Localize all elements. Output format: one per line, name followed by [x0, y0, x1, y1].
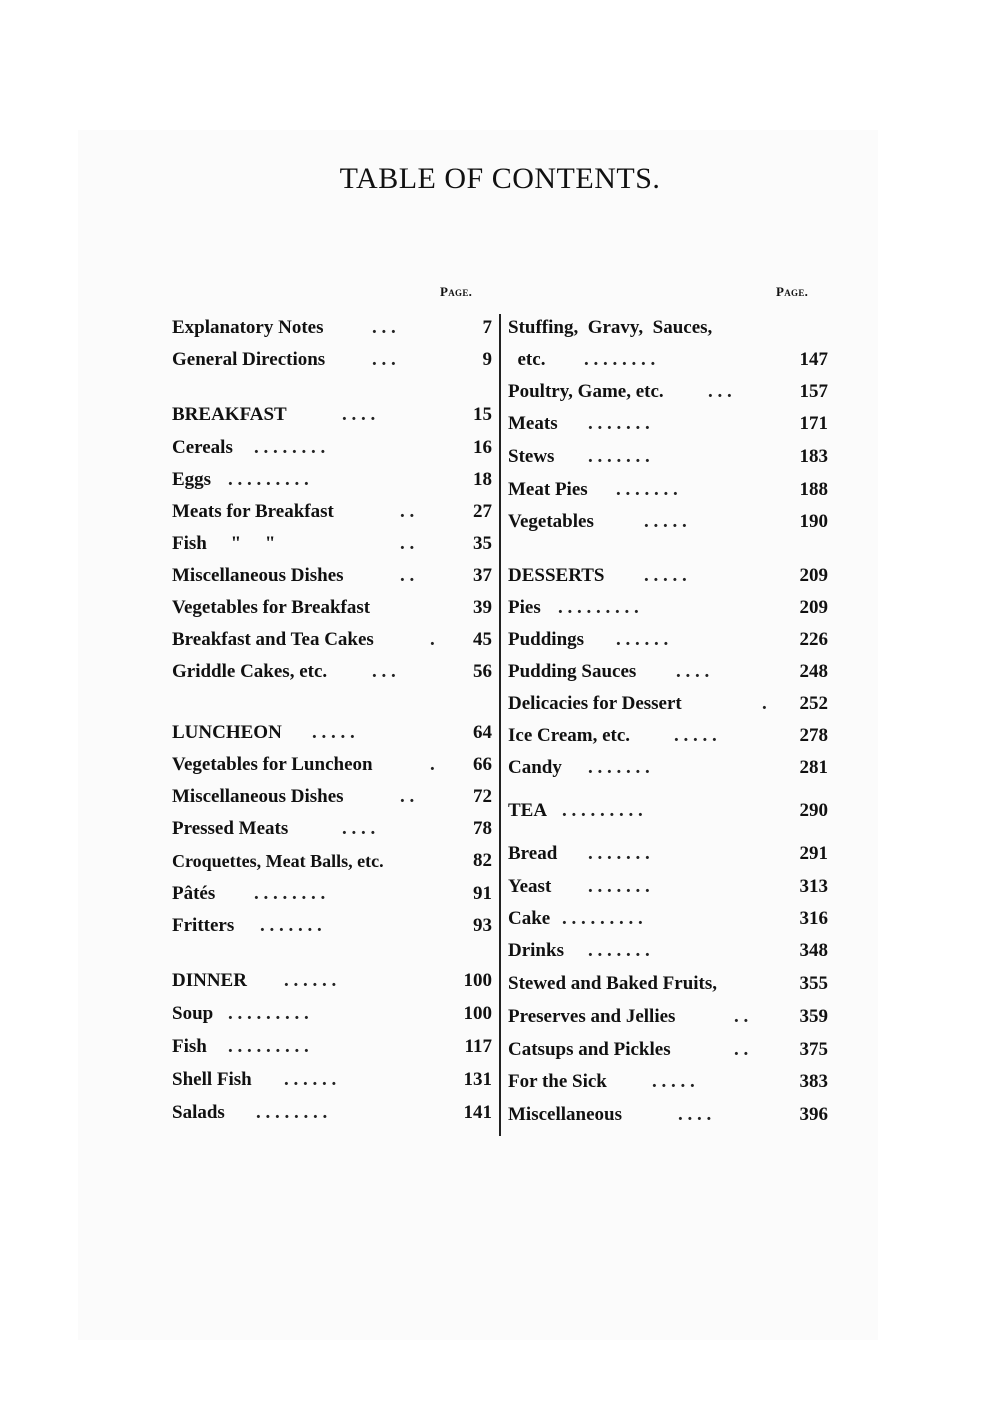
toc-entry-title: Vegetables	[508, 511, 594, 532]
dot-leader: . . . . . . . . .	[558, 597, 639, 618]
toc-entry-page: 45	[473, 629, 492, 650]
toc-entry-title: Miscellaneous Dishes	[172, 565, 344, 586]
toc-entry[interactable]	[508, 937, 828, 965]
dot-leader: . . . . . . . . .	[228, 469, 309, 490]
toc-entry-page: 313	[799, 876, 828, 897]
toc-entry[interactable]	[172, 346, 492, 374]
toc-entry-title: Ice Cream, etc.	[508, 725, 631, 746]
toc-entry-page: 290	[799, 800, 828, 821]
toc-entry-page: 82	[473, 850, 492, 871]
dot-leader: . . . . . . . . .	[562, 908, 643, 929]
toc-entry[interactable]	[508, 840, 828, 868]
toc-section-heading[interactable]	[172, 401, 492, 429]
dot-leader: . .	[400, 565, 415, 586]
toc-entry-title: Cake	[508, 908, 551, 929]
toc-entry-page: 64	[473, 722, 492, 743]
dot-leader: . . . . . . .	[588, 446, 650, 467]
dot-leader: . . . . . . . .	[256, 1102, 328, 1123]
toc-entry[interactable]	[508, 722, 828, 750]
toc-entry-page: 147	[799, 349, 828, 370]
toc-entry-title: Poultry, Game, etc.	[508, 381, 664, 402]
toc-entry-page: 100	[463, 970, 492, 991]
toc-entry[interactable]	[508, 346, 828, 374]
toc-entry[interactable]	[172, 880, 492, 908]
toc-entry[interactable]	[172, 314, 492, 342]
toc-entry-title: Breakfast and Tea Cakes	[172, 629, 374, 650]
toc-section-heading[interactable]	[172, 967, 492, 995]
dot-leader: . . . . . . .	[588, 757, 650, 778]
toc-entry-page: 355	[799, 973, 828, 994]
toc-entry-page: 278	[799, 725, 828, 746]
page-title: TABLE OF CONTENTS.	[339, 162, 661, 195]
toc-entry-page: 72	[473, 786, 492, 807]
toc-entry-page: 117	[464, 1036, 492, 1057]
toc-entry[interactable]	[172, 658, 492, 686]
toc-entry[interactable]	[172, 626, 492, 654]
toc-entry[interactable]	[172, 1099, 492, 1127]
toc-entry-page: 348	[799, 940, 828, 961]
toc-entry[interactable]	[172, 783, 492, 811]
toc-entry-page: 157	[799, 381, 828, 402]
dot-leader: . . . . . . .	[588, 876, 650, 897]
toc-section-heading[interactable]	[508, 562, 828, 590]
dot-leader: . . . . . .	[284, 1069, 337, 1090]
dot-leader: . .	[734, 1006, 749, 1027]
toc-entry-title: Yeast	[508, 876, 552, 897]
toc-entry[interactable]	[508, 754, 828, 782]
dot-leader: . . . . .	[312, 722, 355, 743]
toc-entry-page: 252	[799, 693, 828, 714]
dot-leader: .	[762, 693, 767, 714]
toc-entry-page: 359	[799, 1006, 828, 1027]
toc-entry-title: DESSERTS	[508, 565, 605, 586]
toc-entry[interactable]	[508, 476, 828, 504]
toc-entry-title: Preserves and Jellies	[508, 1006, 676, 1027]
dot-leader: .	[430, 629, 435, 650]
dot-leader: . . . . . . .	[260, 915, 322, 936]
toc-entry-page: 131	[463, 1069, 492, 1090]
toc-entry-title: Pâtés	[172, 883, 216, 904]
toc-entry-page: 183	[799, 446, 828, 467]
toc-entry-title: Croquettes, Meat Balls, etc.	[172, 851, 384, 871]
toc-entry-title: Stews	[508, 446, 555, 467]
toc-entry[interactable]	[172, 530, 492, 558]
toc-entry[interactable]	[508, 594, 828, 622]
dot-leader: . . . .	[342, 404, 376, 425]
toc-entry-page: 16	[473, 437, 492, 458]
dot-leader: . .	[400, 501, 415, 522]
toc-section-heading[interactable]	[508, 797, 828, 825]
toc-entry[interactable]	[172, 1000, 492, 1028]
toc-entry-page: 39	[473, 597, 492, 618]
toc-entry-page: 209	[799, 597, 828, 618]
dot-leader: . . . . . .	[284, 970, 337, 991]
toc-entry[interactable]	[508, 1101, 828, 1129]
dot-leader: . .	[734, 1039, 749, 1060]
toc-entry-page: 91	[473, 883, 492, 904]
toc-entry-page: 188	[799, 479, 828, 500]
dot-leader: . . . . . . . . .	[228, 1003, 309, 1024]
toc-entry-title: Miscellaneous Dishes	[172, 786, 344, 807]
toc-entry-title: Soup	[172, 1003, 214, 1024]
toc-entry-title: Meat Pies	[508, 479, 588, 500]
toc-entry-title: Puddings	[508, 629, 585, 650]
toc-entry[interactable]	[508, 1036, 828, 1064]
toc-entry-title: Bread	[508, 843, 558, 864]
column-divider	[499, 314, 501, 1136]
toc-entry[interactable]	[508, 378, 828, 406]
toc-entry-page: 100	[463, 1003, 492, 1024]
toc-entry-title: Meats for Breakfast	[172, 501, 334, 522]
toc-entry-page: 56	[473, 661, 492, 682]
dot-leader: . . . . .	[674, 725, 717, 746]
page-column-label-right: Page.	[776, 284, 809, 299]
toc-entry-page: 7	[482, 317, 492, 338]
dot-leader: . .	[400, 786, 415, 807]
toc-entry[interactable]	[508, 690, 828, 718]
toc-entry-page: 291	[799, 843, 828, 864]
dot-leader: . . . . . . . .	[254, 883, 326, 904]
toc-entry-title: Griddle Cakes, etc.	[172, 661, 328, 682]
toc-entry-page: 37	[473, 565, 492, 586]
toc-entry-page: 375	[799, 1039, 828, 1060]
dot-leader: . . . . .	[644, 511, 687, 532]
toc-entry[interactable]	[172, 434, 492, 462]
toc-entry[interactable]	[508, 443, 828, 471]
dot-leader: .	[430, 754, 435, 775]
toc-entry-title: Salads	[172, 1102, 225, 1123]
dot-leader: . .	[400, 533, 415, 554]
toc-entry-page: 281	[799, 757, 828, 778]
toc-entry-title: Explanatory Notes	[172, 317, 324, 338]
toc-entry-title: Eggs	[172, 469, 212, 490]
toc-entry-page: 78	[473, 818, 492, 839]
toc-entry-title: Shell Fish	[172, 1069, 252, 1090]
toc-entry-title: Catsups and Pickles	[508, 1039, 671, 1060]
toc-entry-title: Pressed Meats	[172, 818, 289, 839]
toc-entry-title: Fish	[172, 1036, 207, 1057]
toc-entry-title: Cereals	[172, 437, 233, 458]
toc-entry-title: Vegetables for Breakfast	[172, 597, 371, 618]
toc-entry-title: LUNCHEON	[172, 722, 282, 743]
toc-entry-page: 66	[473, 754, 492, 775]
dot-leader: . . . . . . . . .	[228, 1036, 309, 1057]
toc-entry[interactable]	[508, 905, 828, 933]
toc-entry[interactable]	[172, 466, 492, 494]
toc-section-heading[interactable]	[172, 719, 492, 747]
toc-entry[interactable]	[508, 658, 828, 686]
dot-leader: . . . . . . .	[588, 843, 650, 864]
toc-entry-page: 383	[799, 1071, 828, 1092]
toc-entry[interactable]	[172, 594, 492, 622]
toc-entry-title: Fritters	[172, 915, 235, 936]
toc-entry-title: DINNER	[172, 970, 247, 991]
dot-leader: . . . . . .	[616, 629, 669, 650]
toc-entry-page: 35	[473, 533, 492, 554]
toc-entry-page: 396	[799, 1104, 828, 1125]
toc-entry-title: BREAKFAST	[172, 404, 287, 425]
toc-entry-title: Vegetables for Luncheon	[172, 754, 373, 775]
dot-leader: . . . . . . .	[588, 413, 650, 434]
dot-leader: . . . . . . . .	[254, 437, 326, 458]
toc-entry-title: Drinks	[508, 940, 564, 961]
dot-leader: . . . . . . .	[588, 940, 650, 961]
toc-entry-title: etc.	[508, 349, 546, 370]
toc-entry-page: 141	[463, 1102, 492, 1123]
dot-leader: . . . .	[678, 1104, 712, 1125]
dot-leader: . . . .	[342, 818, 376, 839]
toc-entry[interactable]	[508, 873, 828, 901]
toc-entry[interactable]	[172, 751, 492, 779]
dot-leader: . . . . . . . .	[584, 349, 656, 370]
toc-entry[interactable]	[172, 912, 492, 940]
toc-entry-title: Pudding Sauces	[508, 661, 637, 682]
dot-leader: . . . . . . . . .	[562, 800, 643, 821]
toc-entry[interactable]	[508, 1068, 828, 1096]
toc-entry-title: TEA	[508, 800, 548, 821]
toc-entry[interactable]	[508, 508, 828, 536]
toc-entry[interactable]	[508, 970, 828, 998]
toc-entry-page: 316	[799, 908, 828, 929]
toc-entry-title: Stewed and Baked Fruits,	[508, 973, 718, 994]
dot-leader: . . . .	[676, 661, 710, 682]
toc-entry-title: General Directions	[172, 349, 326, 370]
toc-entry-page: 171	[799, 413, 828, 434]
toc-entry-page: 18	[473, 469, 492, 490]
toc-entry[interactable]	[172, 498, 492, 526]
toc-entry-title: Pies	[508, 597, 541, 618]
dot-leader: . . .	[372, 661, 396, 682]
toc-entry[interactable]	[508, 1003, 828, 1031]
toc-entry-page: 190	[799, 511, 828, 532]
toc-entry-page: 209	[799, 565, 828, 586]
dot-leader: . . . . .	[644, 565, 687, 586]
toc-entry-page: 226	[799, 629, 828, 650]
toc-entry[interactable]	[172, 562, 492, 590]
dot-leader: . . .	[708, 381, 732, 402]
dot-leader: . . . . . . .	[616, 479, 678, 500]
toc-entry-page: 93	[473, 915, 492, 936]
toc-entry-title: Candy	[508, 757, 562, 778]
toc-entry[interactable]	[508, 410, 828, 438]
toc-entry-title: Fish " "	[172, 533, 276, 554]
toc-entry[interactable]	[172, 1066, 492, 1094]
toc-entry[interactable]	[172, 815, 492, 843]
toc-entry-page: 27	[473, 501, 492, 522]
dot-leader: . . .	[372, 317, 396, 338]
toc-entry-title: Delicacies for Dessert	[508, 693, 682, 714]
toc-entry-page: 248	[799, 661, 828, 682]
toc-entry-title: For the Sick	[508, 1071, 607, 1092]
toc-entry-page: 15	[473, 404, 492, 425]
toc-entry[interactable]	[508, 626, 828, 654]
dot-leader: . . .	[372, 349, 396, 370]
toc-entry[interactable]	[172, 847, 492, 875]
toc-entry[interactable]	[172, 1033, 492, 1061]
toc-entry-title: Meats	[508, 413, 558, 434]
dot-leader: . . . . .	[652, 1071, 695, 1092]
toc-entry-title: Stuffing, Gravy, Sauces,	[508, 317, 713, 338]
toc-entry-title: Miscellaneous	[508, 1104, 622, 1125]
toc-entry[interactable]	[508, 314, 828, 342]
page-column-label-left: Page.	[440, 284, 473, 299]
toc-entry-page: 9	[482, 349, 492, 370]
